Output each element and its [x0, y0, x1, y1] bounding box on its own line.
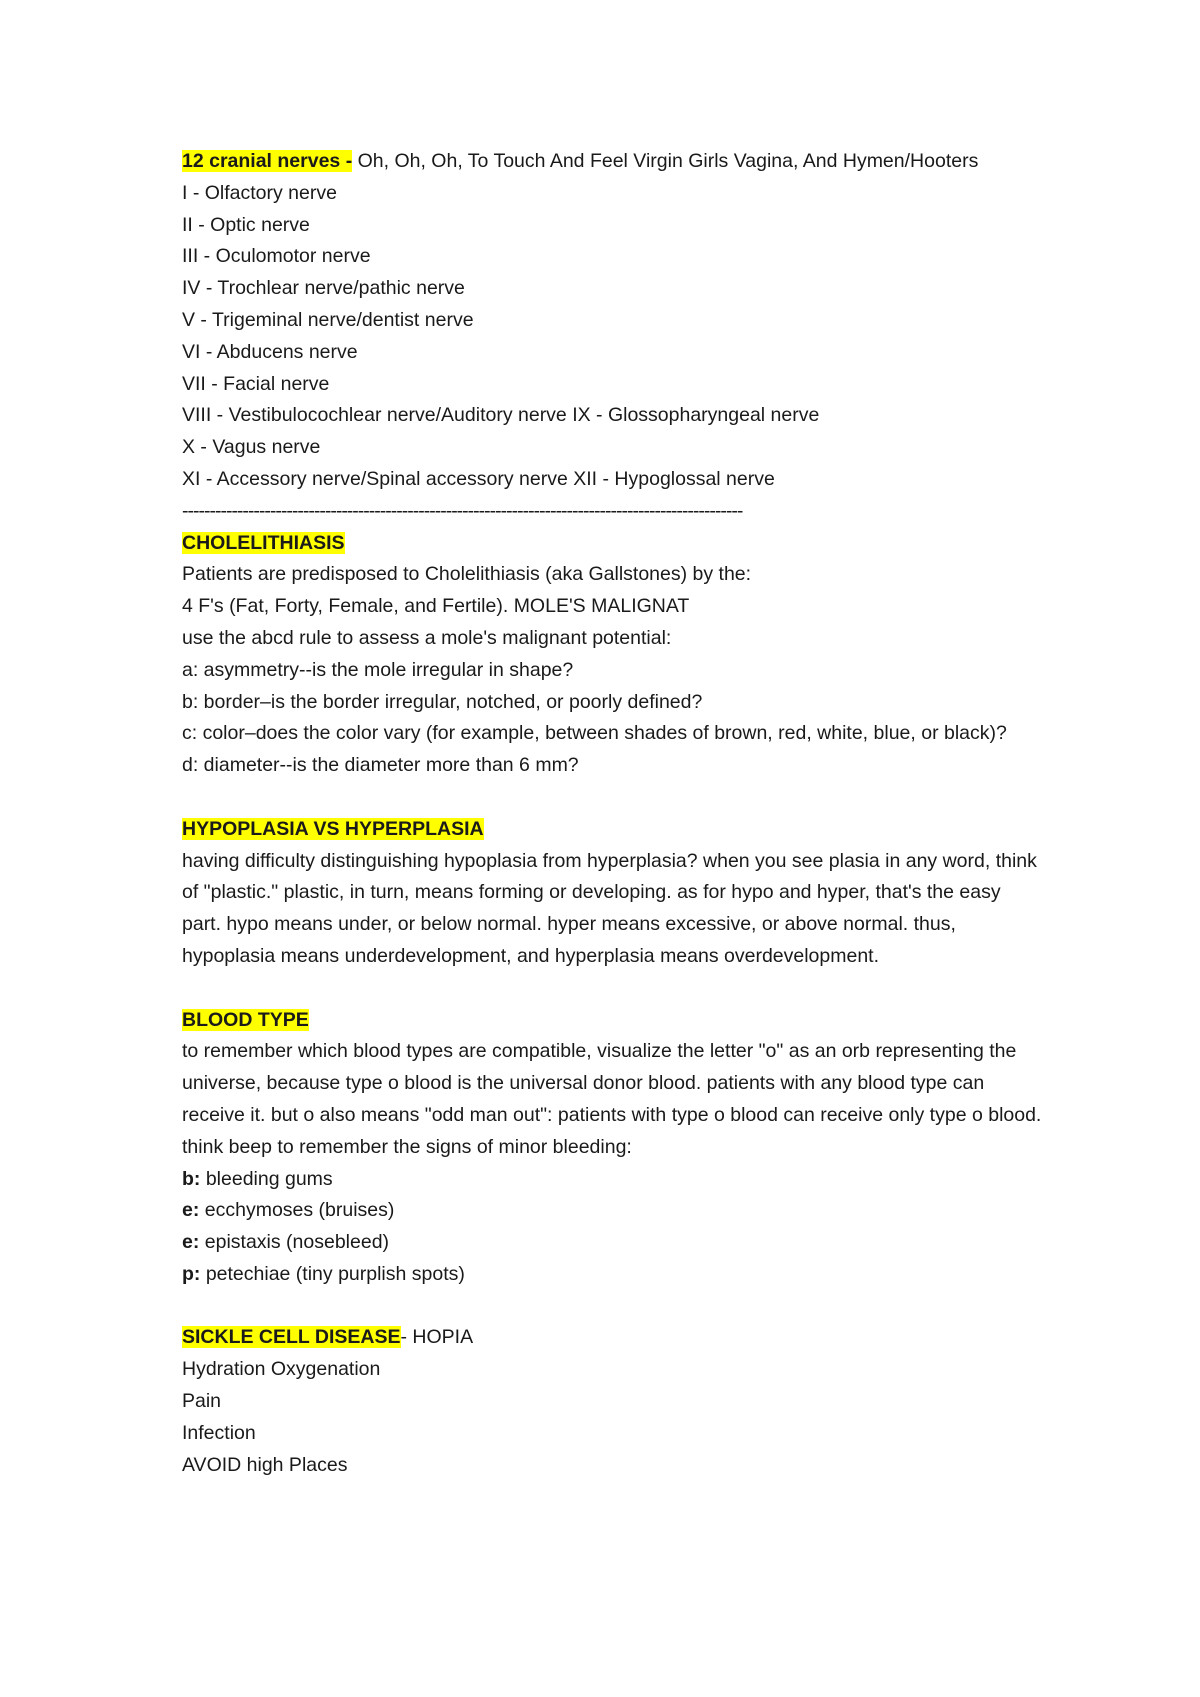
bleeding-sign-text: epistaxis (nosebleed) — [199, 1231, 390, 1254]
cranial-nerves-heading: 12 cranial nerves - — [182, 150, 353, 172]
cholelithiasis-line: d: diameter--is the diameter more than 6 mm? — [182, 754, 579, 777]
sickle-cell-suffix: - HOPIA — [400, 1326, 474, 1349]
cranial-nerve-line: I - Olfactory nerve — [182, 181, 337, 204]
cranial-nerve-line: IV - Trochlear nerve/pathic nerve — [182, 277, 465, 300]
blood-type-heading: BLOOD TYPE — [182, 1008, 309, 1031]
section-divider: ------------------------------------------------------------------------------------------------------ — [182, 499, 743, 522]
hypoplasia-title — [182, 814, 1042, 846]
cranial-nerves-mnemonic: Oh, Oh, Oh, To Touch And Feel Virgin Girls Vagina, And Hymen/Hooters — [352, 150, 979, 172]
bleeding-sign-item — [182, 1227, 1042, 1259]
blank-line — [182, 973, 1042, 1005]
cholelithiasis-line: a: asymmetry--is the mole irregular in shape? — [182, 658, 574, 681]
sickle-cell-line: Infection — [182, 1421, 256, 1444]
bleeding-sign-letter: e: — [182, 1231, 200, 1254]
bleeding-sign-text: petechiae (tiny purplish spots) — [200, 1262, 465, 1285]
bleeding-sign-letter: b: — [182, 1167, 201, 1190]
cholelithiasis-line: c: color–does the color vary (for example, between shades of brown, red, white, blue, or black)? — [182, 722, 1007, 745]
bleeding-sign-item — [182, 1164, 1042, 1196]
cholelithiasis-line: Patients are predisposed to Cholelithiasis (aka Gallstones) by the: — [182, 563, 752, 586]
bleeding-sign-text: bleeding gums — [200, 1167, 333, 1190]
cranial-nerves-title — [182, 146, 1042, 178]
cranial-nerve-line: VI - Abducens nerve — [182, 340, 358, 363]
cranial-nerve-line: X - Vagus nerve — [182, 436, 321, 459]
bleeding-sign-text: ecchymoses (bruises) — [199, 1199, 395, 1222]
cholelithiasis-title — [182, 528, 1042, 560]
sickle-cell-title — [182, 1322, 1042, 1354]
blank-line — [182, 782, 1042, 814]
cholelithiasis-line: 4 F's (Fat, Forty, Female, and Fertile). MOLE'S MALIGNAT — [182, 595, 690, 618]
bleeding-sign-item — [182, 1259, 1042, 1291]
blood-type-title — [182, 1005, 1042, 1037]
blank-line — [182, 1291, 1042, 1323]
cranial-nerve-line: III - Oculomotor nerve — [182, 245, 371, 268]
sickle-cell-line: Pain — [182, 1390, 222, 1413]
cranial-nerve-line: V - Trigeminal nerve/dentist nerve — [182, 308, 474, 331]
sickle-cell-line: AVOID high Places — [182, 1453, 348, 1476]
cholelithiasis-heading: CHOLELITHIASIS — [182, 531, 345, 554]
sickle-cell-line: Hydration Oxygenation — [182, 1358, 381, 1381]
document-page — [182, 146, 1042, 1481]
cranial-nerve-line: VIII - Vestibulocochlear nerve/Auditory nerve IX - Glossopharyngeal nerve — [182, 404, 820, 427]
sickle-cell-heading: SICKLE CELL DISEASE — [182, 1326, 401, 1349]
hypoplasia-paragraph: having difficulty distinguishing hypoplasia from hyperplasia? when you see plasia in any word, think of "plastic." plastic, in turn, means forming or developing. as for hypo and hyper, that's the easy part. hypo means under, or below normal. hyper means excessive, or above normal. thus, hypoplasia means underdevelopment, and hyperplasia means overdevelopment. — [182, 849, 1037, 967]
cholelithiasis-line: b: border–is the border irregular, notched, or poorly defined? — [182, 690, 703, 713]
cranial-nerve-line: II - Optic nerve — [182, 213, 310, 236]
bleeding-sign-letter: e: — [182, 1199, 200, 1222]
cholelithiasis-line: use the abcd rule to assess a mole's malignant potential: — [182, 626, 672, 649]
bleeding-sign-letter: p: — [182, 1262, 201, 1285]
cranial-nerve-line: XI - Accessory nerve/Spinal accessory nerve XII - Hypoglossal nerve — [182, 467, 775, 490]
hypoplasia-heading: HYPOPLASIA VS HYPERPLASIA — [182, 817, 484, 840]
blood-type-paragraph: to remember which blood types are compatible, visualize the letter "o" as an orb representing the universe, because type o blood is the universal donor blood. patients with any blood type can receive it. but o also means "odd man out": patients with type o blood can receive only type o blood. think beep to remember the signs of minor bleeding: — [182, 1040, 1042, 1158]
bleeding-sign-item — [182, 1195, 1042, 1227]
cranial-nerve-line: VII - Facial nerve — [182, 372, 330, 395]
